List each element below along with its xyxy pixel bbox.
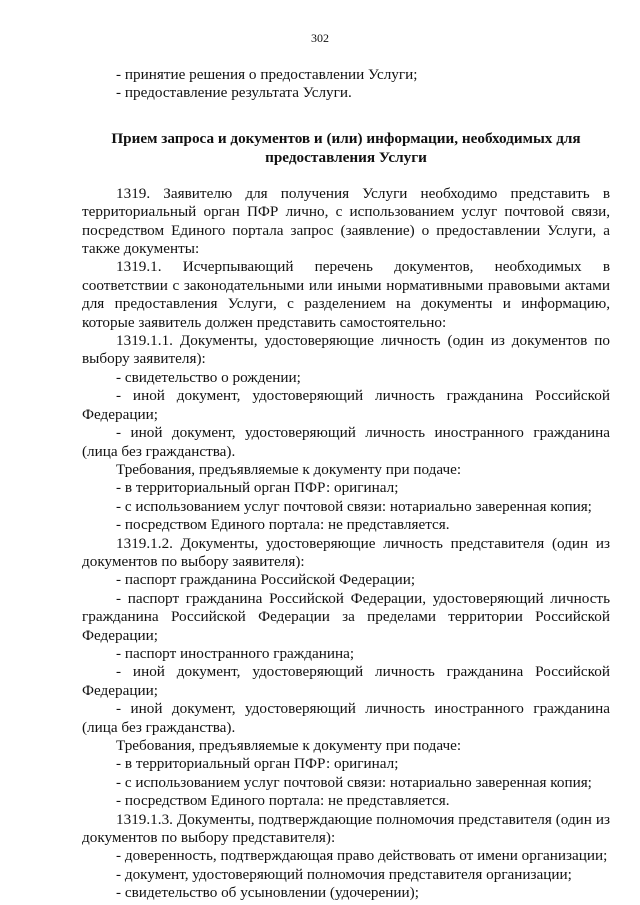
list-item: - документ, удостоверяющий полномочия представителя организации; [116,865,572,883]
paragraph: 1319.1.3. Документы, подтверждающие полномочия представителя (один из документов по выбору представителя): [82,810,610,847]
paragraph: Требования, предъявляемые к документу при подаче: [116,737,462,754]
page-number: 302 [311,31,329,45]
paragraph: 1319. Заявителю для получения Услуги необходимо представить в территориальный орган ПФР лично, с использованием услуг почтовой связи, посредством Единого портала запрос (заявление) о предоставлении Услуги, а также документы: [82,184,610,258]
list-item: - иной документ, удостоверяющий личность иностранного гражданина (лица без гражданства). [82,700,610,736]
paragraph: Требования, предъявляемые к документу при подаче: [116,460,462,478]
list-item: - в территориальный орган ПФР: оригинал; [116,755,399,773]
list-item: - свидетельство о рождении; [116,368,301,386]
list-item: - паспорт гражданина Российской Федерации, удостоверяющий личность гражданина Российской Федерации за пределами территории Российской Федерации; [82,589,610,644]
paragraph: 1319.1. Исчерпывающий перечень документов, необходимых в соответствии с законодательными или иными нормативными правовыми актами для предоставления Услуги, с разделением на документы и информацию, которые заявитель должен представить самостоятельно: [82,258,610,331]
list-item: - паспорт гражданина Российской Федерации; [116,571,416,589]
list-item: - с использованием услуг почтовой связи: нотариально заверенная копия; [116,497,592,515]
list-item: - посредством Единого портала: не представляется. [116,792,450,810]
document-body [82,66,610,903]
paragraph: 1319.1.1. Документы, удостоверяющие личность (один из документов по выбору заявителя): [82,332,610,368]
list-item: - иной документ, удостоверяющий личность гражданина Российской Федерации; [82,387,610,423]
section-heading: Прием запроса и документов и (или) информации, необходимых для предоставления Услуги [111,129,581,166]
list-item: - доверенность, подтверждающая право действовать от имени организации; [116,847,608,865]
list-item: - иной документ, удостоверяющий личность иностранного гражданина (лица без гражданства). [82,424,610,460]
list-item: - с использованием услуг почтовой связи: нотариально заверенная копия; [116,773,592,791]
list-item: - посредством Единого портала: не представляется. [116,516,450,534]
list-item: - паспорт иностранного гражданина; [116,644,355,662]
list-item: - принятие решения о предоставлении Услуги; [116,66,418,83]
paragraph: 1319.1.2. Документы, удостоверяющие личность представителя (один из документов по выбору заявителя): [82,534,610,570]
list-item: - в территориальный орган ПФР: оригинал; [116,479,399,497]
list-item: - свидетельство об усыновлении (удочерении); [116,884,419,902]
list-item: - иной документ, удостоверяющий личность гражданина Российской Федерации; [82,663,610,699]
list-item: - предоставление результата Услуги. [116,84,352,102]
